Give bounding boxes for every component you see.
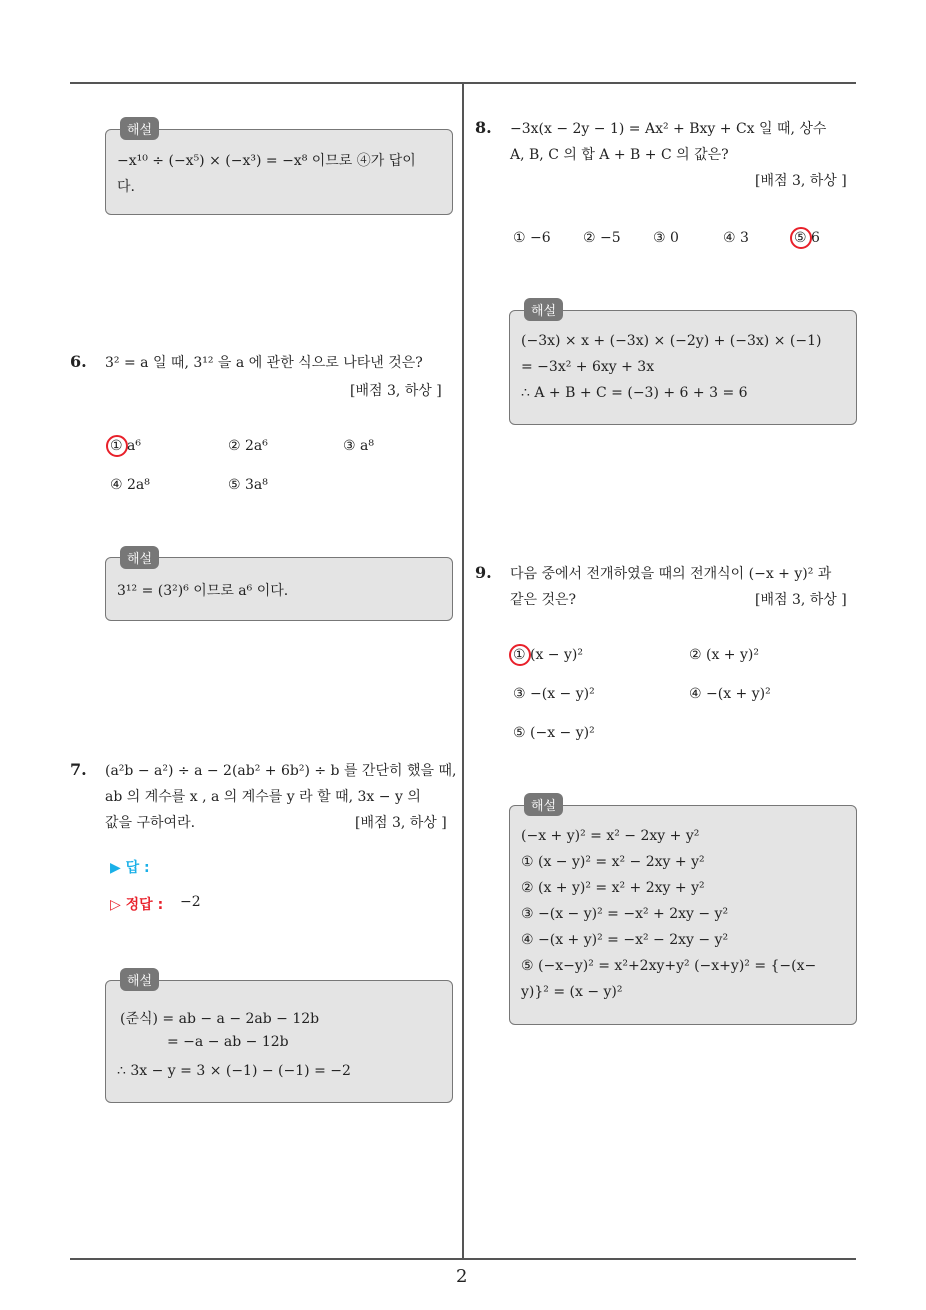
q8-solution-line: = −3x² + 6xy + 3x <box>521 359 655 375</box>
q8-solution-line: (−3x) × x + (−3x) × (−2y) + (−3x) × (−1) <box>521 333 822 349</box>
q9-choice-4[interactable]: ④ −(x + y)² <box>689 686 771 702</box>
q6-choice-4[interactable]: ④ 2a⁸ <box>110 477 150 493</box>
q5-solution-line: −x¹⁰ ÷ (−x⁵) × (−x³) = −x⁸ 이므로 ④가 답이 <box>117 153 416 169</box>
q6-number: 6. <box>70 352 87 371</box>
q7-score: [배점 3, 하상 ] <box>355 815 447 831</box>
q8-solution-tag: 해설 <box>524 298 563 321</box>
q8-solution-line: ∴ A + B + C = (−3) + 6 + 3 = 6 <box>521 385 748 401</box>
q8-choice-2[interactable]: ② −5 <box>583 230 621 246</box>
q5-solution-box <box>105 129 453 215</box>
q9-score: [배점 3, 하상 ] <box>755 592 847 608</box>
q8-text-line: A, B, C 의 합 A + B + C 의 값은? <box>510 147 729 163</box>
q6-solution-tag: 해설 <box>120 546 159 569</box>
q8-text-line: −3x(x − 2y − 1) = Ax² + Bxy + Cx 일 때, 상수 <box>510 121 827 137</box>
q6-choice-1[interactable]: ① a⁶ <box>110 438 141 454</box>
q9-text-line: 다음 중에서 전개하였을 때의 전개식이 (−x + y)² 과 <box>510 566 832 582</box>
q9-solution-line: ① (x − y)² = x² − 2xy + y² <box>521 854 705 870</box>
q8-choice-4[interactable]: ④ 3 <box>723 230 749 246</box>
q6-solution-line: 3¹² = (3²)⁶ 이므로 a⁶ 이다. <box>117 583 289 599</box>
q9-solution-line: ④ −(x + y)² = −x² − 2xy − y² <box>521 932 729 948</box>
q9-choice-5[interactable]: ⑤ (−x − y)² <box>513 725 595 741</box>
q7-text-line: 값을 구하여라. <box>105 815 196 831</box>
q9-choice-3[interactable]: ③ −(x − y)² <box>513 686 595 702</box>
q5-solution-tag: 해설 <box>120 117 159 140</box>
q8-choice-1[interactable]: ① −6 <box>513 230 551 246</box>
q7-answer-label: ▶ 답 : <box>110 860 150 876</box>
q8-score: [배점 3, 하상 ] <box>755 173 847 189</box>
column-divider <box>462 83 464 1258</box>
page-number: 2 <box>456 1266 468 1287</box>
q9-number: 9. <box>475 563 492 582</box>
q9-text-line: 같은 것은? <box>510 592 577 608</box>
q7-correct-value: −2 <box>180 894 201 910</box>
q6-choice-2[interactable]: ② 2a⁶ <box>228 438 268 454</box>
q5-solution-line: 다. <box>117 179 135 195</box>
q6-text: 3² = a 일 때, 3¹² 을 a 에 관한 식으로 나타낸 것은? <box>105 355 423 371</box>
q6-choice-5[interactable]: ⑤ 3a⁸ <box>228 477 268 493</box>
q7-solution-tag: 해설 <box>120 968 159 991</box>
q7-number: 7. <box>70 760 87 779</box>
q7-correct-label: ▷ 정답 : <box>110 897 164 913</box>
q7-solution-line: = −a − ab − 12b <box>167 1034 289 1050</box>
bottom-rule <box>70 1258 856 1260</box>
q9-solution-line: y)}² = (x − y)² <box>521 984 623 1000</box>
q9-choice-1[interactable]: ① (x − y)² <box>513 647 583 663</box>
q7-solution-line: ∴ 3x − y = 3 × (−1) − (−1) = −2 <box>117 1063 351 1079</box>
q9-choice-2[interactable]: ② (x + y)² <box>689 647 759 663</box>
q6-score: [배점 3, 하상 ] <box>350 383 442 399</box>
q9-solution-line: ③ −(x − y)² = −x² + 2xy − y² <box>521 906 729 922</box>
q8-choice-3[interactable]: ③ 0 <box>653 230 679 246</box>
q8-number: 8. <box>475 118 492 137</box>
q7-solution-line: (준식) = ab − a − 2ab − 12b <box>120 1011 320 1027</box>
q7-text-line: (a²b − a²) ÷ a − 2(ab² + 6b²) ÷ b 를 간단히 했을 때, <box>105 763 457 779</box>
q8-choice-5[interactable]: ⑤ 6 <box>794 230 820 246</box>
q9-solution-line: ⑤ (−x−y)² = x²+2xy+y² (−x+y)² = {−(x− <box>521 958 817 974</box>
q9-solution-tag: 해설 <box>524 793 563 816</box>
q9-solution-line: (−x + y)² = x² − 2xy + y² <box>521 828 700 844</box>
q9-solution-line: ② (x + y)² = x² + 2xy + y² <box>521 880 705 896</box>
q7-text-line: ab 의 계수를 x , a 의 계수를 y 라 할 때, 3x − y 의 <box>105 789 421 805</box>
q6-choice-3[interactable]: ③ a⁸ <box>343 438 374 454</box>
